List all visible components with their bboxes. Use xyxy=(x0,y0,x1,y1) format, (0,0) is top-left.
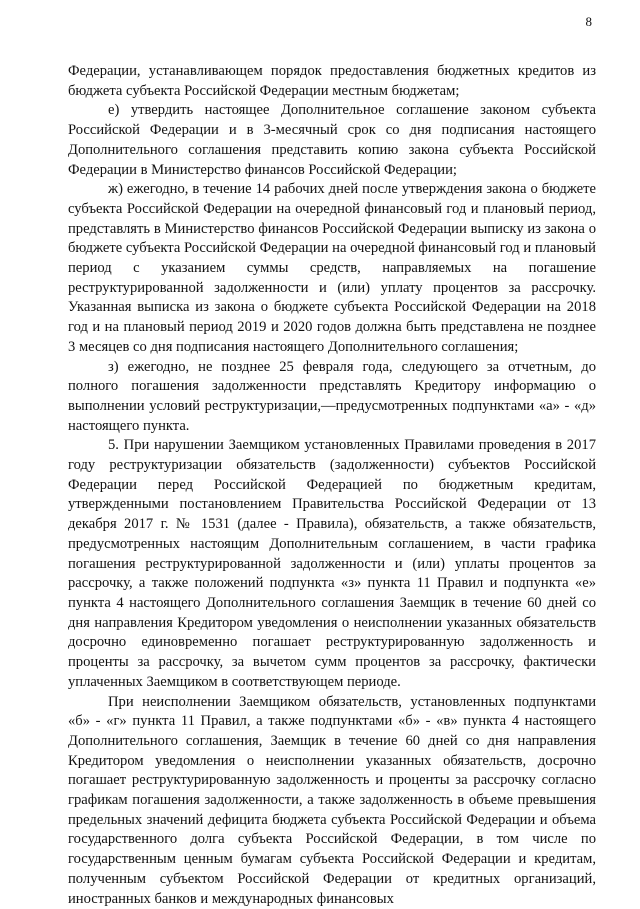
page-number: 8 xyxy=(586,14,593,30)
paragraph-item-z: з) ежегодно, не позднее 25 февраля года, следующего за отчетным, до полного погашения задолженности представлять Кредитору информацию о выполнении условий реструктуризации,—предусмотренных подпунктами «а» - «д» настоящего пункта. xyxy=(68,358,596,437)
paragraph-continuation: Федерации, устанавливающем порядок предоставления бюджетных кредитов из бюджета субъекта Российской Федерации местным бюджетам; xyxy=(68,62,596,101)
document-body xyxy=(68,62,596,909)
paragraph-clause-5: 5. При нарушении Заемщиком установленных Правилами проведения в 2017 году реструктуризации обязательств (задолженности) субъектов Российской Федерации перед Российской Федерацией по бюджетным кредитам, утвержденными постановлением Правительства Российской Федерации от 13 декабря 2017 г. № 1531 (далее - Правила), обязательств, а также обязательств, предусмотренных настоящим Дополнительным соглашением, в части графика погашения реструктурированной задолженности и (или) уплаты процентов за рассрочку, а также положений подпункта «з» пункта 11 Правил и подпункта «е» пункта 4 настоящего Дополнительного соглашения Заемщик в течение 60 дней со дня направления Кредитором уведомления о неисполнении указанных обязательств досрочно единовременно погашает реструктурированную задолженность и проценты за рассрочку, за вычетом сумм процентов за рассрочку, фактически уплаченных Заемщиком в соответствующем периоде. xyxy=(68,436,596,692)
paragraph-non-fulfillment: При неисполнении Заемщиком обязательств, установленных подпунктами «б» - «г» пункта 11 Правил, а также подпунктами «б» - «в» пункта 4 настоящего Дополнительного соглашения, Заемщик в течение 60 дней со дня направления Кредитором уведомления о неисполнении указанных обязательств, досрочно погашает реструктурированную задолженность и проценты за рассрочку согласно графикам погашения задолженности, а также задолженность в объеме превышения предельных значений дефицита бюджета субъекта Российской Федерации и объема государственного долга субъекта Российской Федерации, в том числе по государственным ценным бумагам субъекта Российской Федерации и кредитам, полученным субъектом Российской Федерации от кредитных организаций, иностранных банков и международных финансовых xyxy=(68,693,596,909)
paragraph-item-e: е) утвердить настоящее Дополнительное соглашение законом субъекта Российской Федерации и в 3-месячный срок со дня подписания настоящего Дополнительного соглашения представить копию закона субъекта Российской Федерации в Министерство финансов Российской Федерации; xyxy=(68,101,596,180)
paragraph-item-zh: ж) ежегодно, в течение 14 рабочих дней после утверждения закона о бюджете субъекта Российской Федерации на очередной финансовый год и плановый период, представлять в Министерство финансов Российской Федерации выписку из закона о бюджете субъекта Российской Федерации на очередной финансовый год и плановый период с указанием суммы средств, направляемых на погашение реструктурированной задолженности и (или) уплату процентов за рассрочку. Указанная выписка из закона о бюджете субъекта Российской Федерации на 2018 год и на плановый период 2019 и 2020 годов должна быть представлена не позднее 3 месяцев со дня подписания настоящего Дополнительного соглашения; xyxy=(68,180,596,357)
